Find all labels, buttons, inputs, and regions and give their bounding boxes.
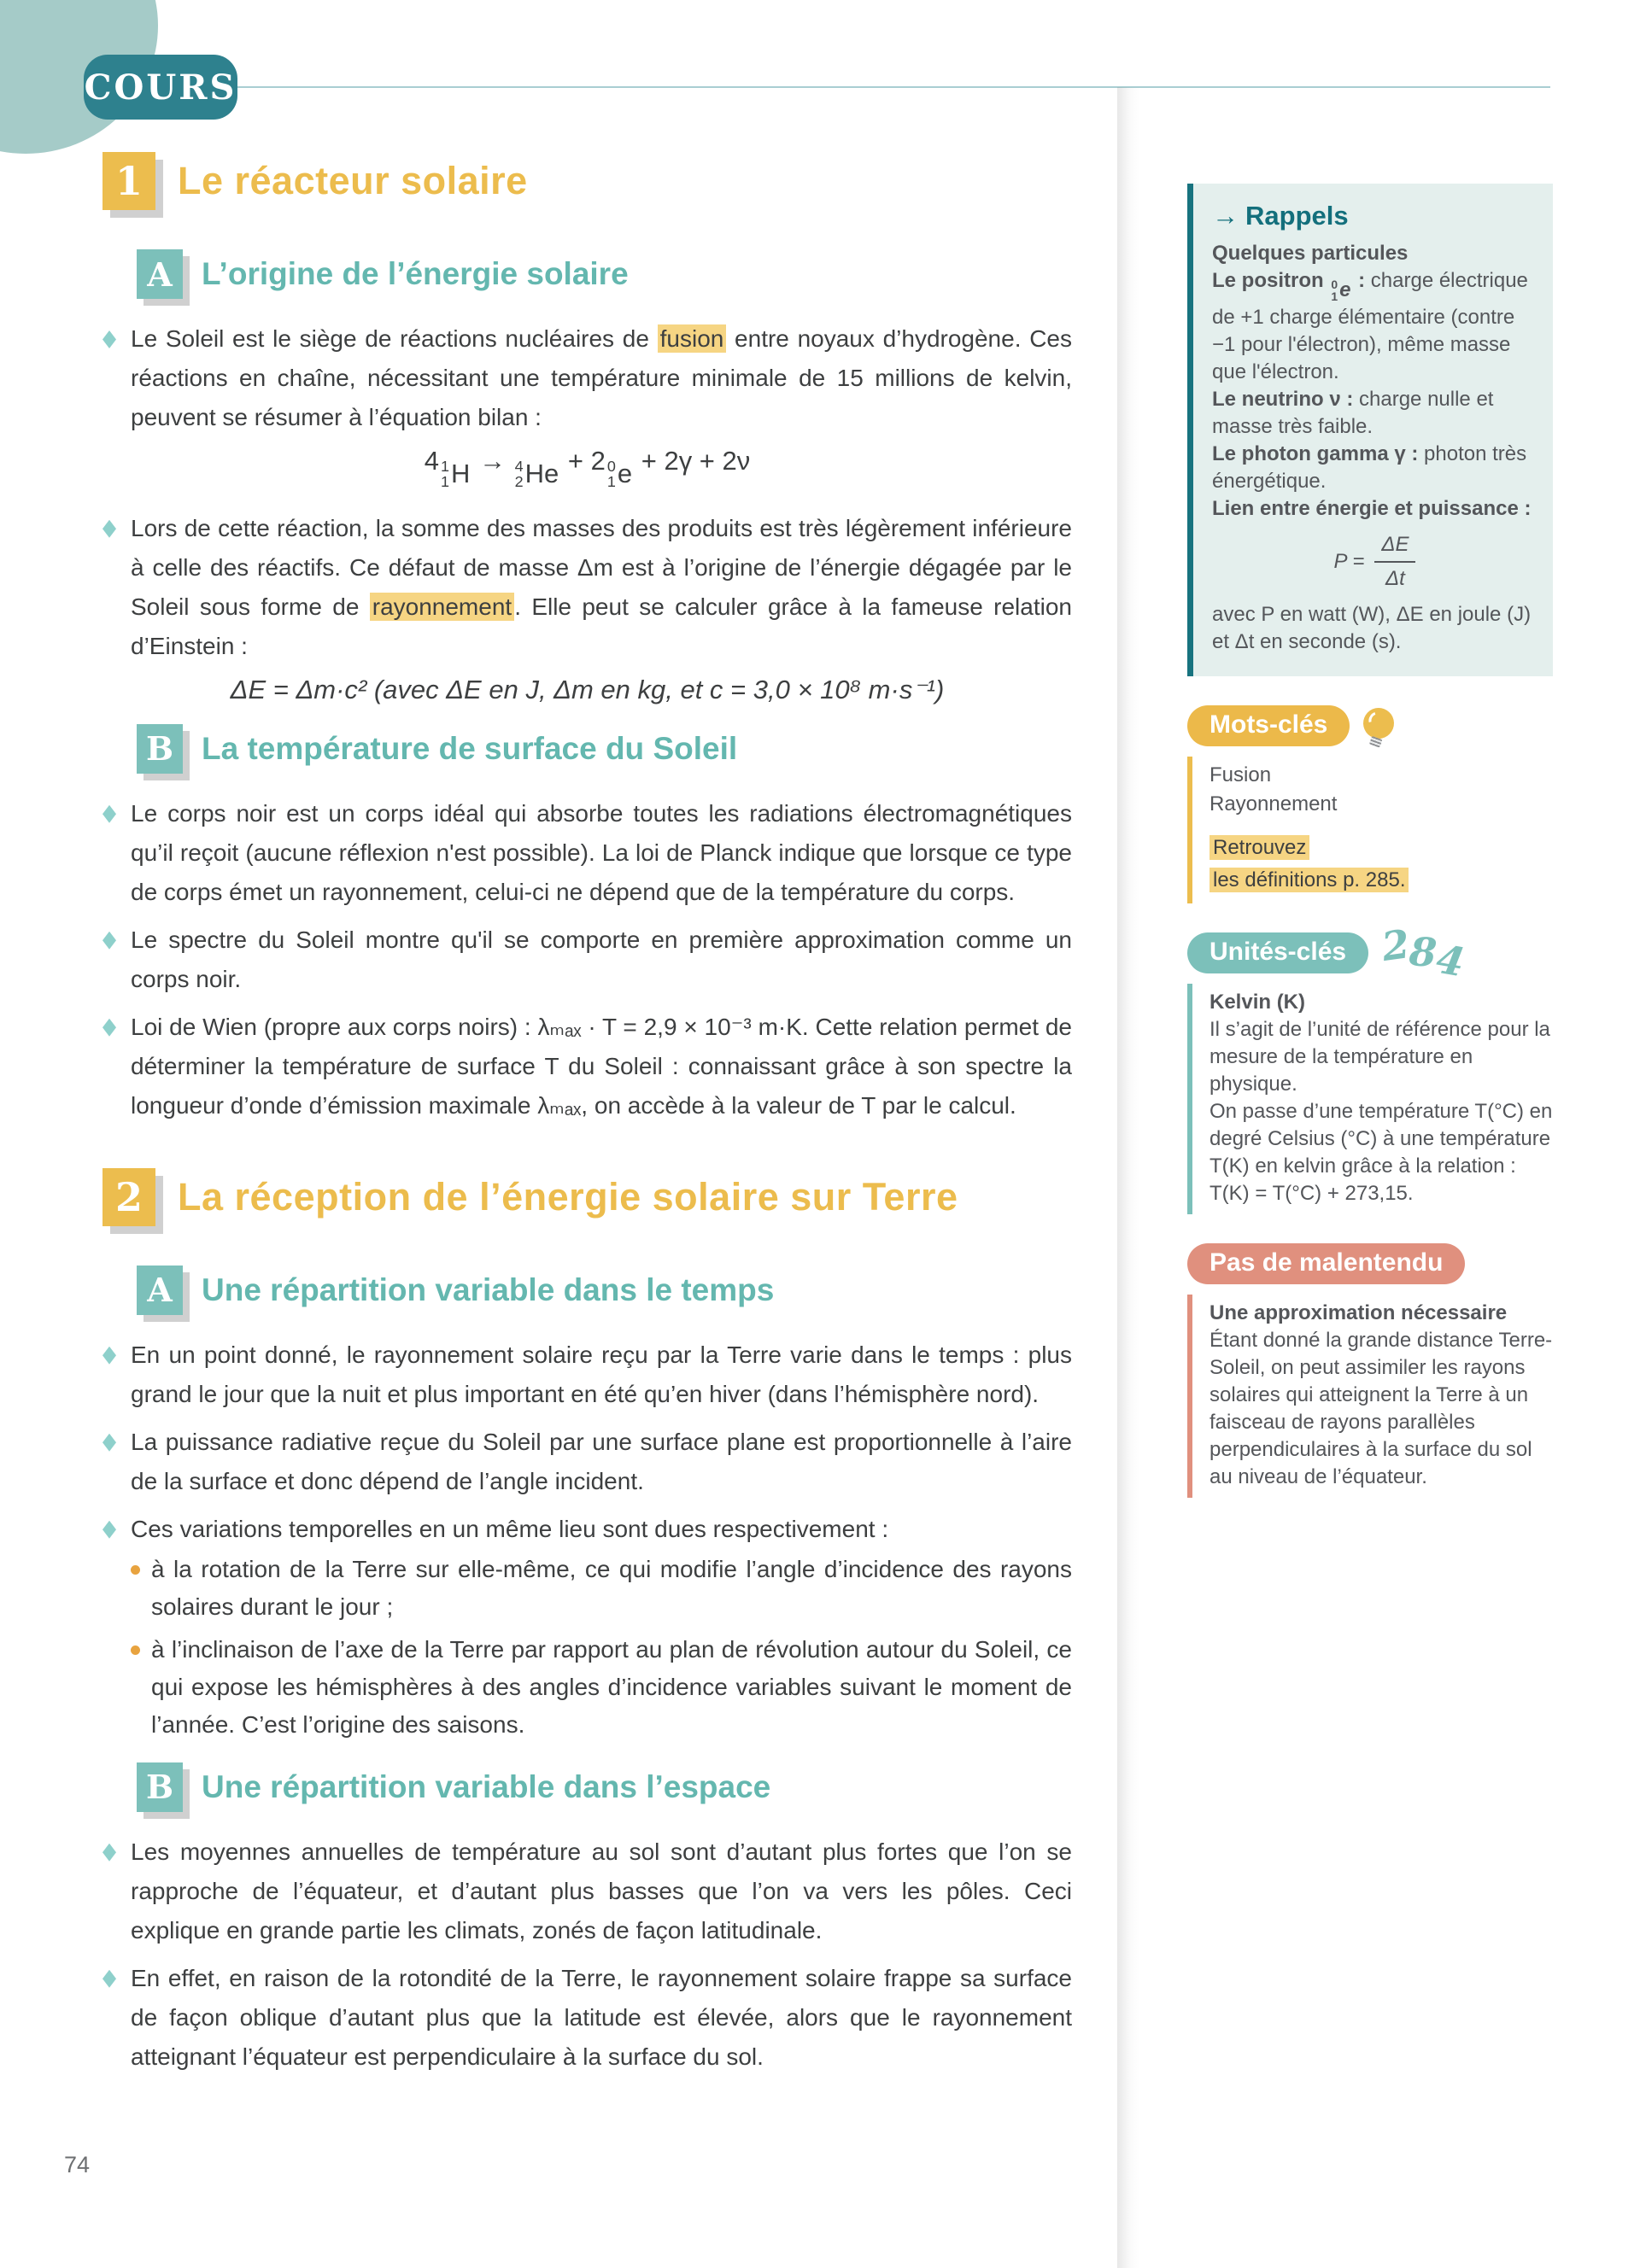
definitions-reference-line2: les définitions p. 285. <box>1210 868 1409 892</box>
bullet-diamond-icon <box>102 1970 116 1988</box>
paragraph-defaut-masse <box>102 509 1072 666</box>
neutrino-label: Le neutrino ν : <box>1212 388 1354 412</box>
bullet-diamond-icon <box>102 1844 116 1862</box>
unit-relation: T(K) = T(°C) + 273,15. <box>1210 1182 1414 1206</box>
header-rule <box>237 86 1550 88</box>
rappels-title <box>1212 202 1538 230</box>
bullet-diamond-icon <box>102 932 116 950</box>
unites-cles-header <box>1187 921 1553 986</box>
section-1a-letter: A <box>147 254 173 294</box>
section-2b-letter-box <box>137 1762 183 1812</box>
cours-badge-label: COURS <box>84 67 237 108</box>
bullet-diamond-icon <box>102 330 116 348</box>
section-2a-letter-box <box>137 1266 183 1315</box>
equation-puissance <box>1212 531 1538 593</box>
bullet-diamond-icon <box>102 1347 116 1365</box>
mass-number: 0 <box>606 458 616 475</box>
paragraph-text: En effet, en raison de la rotondité de la Terre, le rayonnement solaire frappe sa surface de façon oblique d’autant plus que la latitude est élevée, alors que le rayonnement atteignant l’équateur est perpendiculaire à la surface du sol. <box>131 1964 1072 2070</box>
section-1b-letter-box <box>137 724 183 774</box>
definitions-reference-line1: Retrouvez <box>1210 835 1309 860</box>
cours-badge <box>84 55 237 120</box>
equation-einstein: ΔE = Δm·c² (avec ΔE en J, Δm en kg, et c = 3,0 × 10⁸ m·s⁻¹) <box>230 674 945 704</box>
equation-bilan <box>102 446 1072 490</box>
section-1b-title: La température de surface du Soleil <box>202 730 738 766</box>
section-2b-title: Une répartition variable dans l’espace <box>202 1768 771 1804</box>
units-note: avec P en watt (W), ΔE en joule (J) et Δt en seconde (s). <box>1212 603 1532 654</box>
gamma-neutrino-terms: + 2γ + 2ν <box>641 446 751 476</box>
section-2a-title: Une répartition variable dans le temps <box>202 1271 775 1307</box>
arrow-right-icon: → <box>1212 201 1239 231</box>
paragraph-variations-temporelles <box>102 1510 1072 1549</box>
keyword-rayonnement: Rayonnement <box>1210 792 1338 816</box>
paragraph-text: Le corps noir est un corps idéal qui absorbe toutes les radiations électromagnétiques qu’il reçoit (aucune réflexion n'est possible). La loi de Planck indique que lorsque ce type de corps émet un rayonnement, celui-ci ne dépend que de la température du corps. <box>131 799 1072 905</box>
bullet-dot-icon <box>131 1565 140 1575</box>
equation-lhs: P = <box>1333 550 1365 574</box>
paragraph-corps-noir <box>102 794 1072 912</box>
nuclide-positron <box>1331 277 1350 304</box>
mots-cles-pill: Mots-clés <box>1187 705 1350 746</box>
reaction-arrow: → <box>478 446 506 476</box>
malentendu-pill: Pas de malentendu <box>1187 1243 1465 1284</box>
nuclide-helium <box>515 459 559 490</box>
paragraph-text: Le spectre du Soleil montre qu'il se comporte en première approximation comme un corps noir. <box>131 926 1072 992</box>
paragraph-soleil-fusion <box>102 319 1072 437</box>
paragraph-rotondite-terre <box>102 1959 1072 2077</box>
malentendu-box <box>1187 1295 1553 1498</box>
unites-cles-box <box>1187 984 1553 1214</box>
atomic-number: 1 <box>606 473 616 491</box>
mots-cles-header <box>1187 705 1553 746</box>
page-number: 74 <box>64 2152 91 2177</box>
page-gutter-shadow <box>1117 87 1139 2268</box>
mass-number: 1 <box>440 458 449 475</box>
unit-term: Kelvin (K) <box>1210 991 1306 1014</box>
section-2a-header <box>137 1266 1072 1315</box>
section-2a-letter: A <box>147 1271 173 1310</box>
mots-cles-box <box>1187 757 1553 903</box>
rappels-title-label: Rappels <box>1245 201 1349 231</box>
section-2b-header <box>137 1762 1072 1812</box>
paragraph-text: entre noyaux d’hydrogène. Ces réactions en chaîne, nécessitant une température minimale de 15 millions de kelvin, peuvent se résumer à l’équation bilan : <box>131 325 1072 430</box>
section-1a-letter-box <box>137 249 183 299</box>
paragraph-puissance-radiative <box>102 1423 1072 1501</box>
paragraph-moyennes-annuelles <box>102 1833 1072 1950</box>
section-2-header <box>102 1168 1072 1226</box>
sidebar <box>1187 184 1553 1498</box>
coefficient: 2 <box>590 446 606 476</box>
coefficient: 4 <box>424 446 439 476</box>
mass-number: 4 <box>514 458 524 475</box>
bullet-diamond-icon <box>102 1434 116 1452</box>
fraction-numerator: ΔE <box>1374 531 1415 563</box>
fraction <box>1374 531 1415 593</box>
bullet-dot-icon <box>131 1645 140 1655</box>
keyword-fusion: Fusion <box>1210 763 1272 787</box>
rappels-box <box>1187 184 1553 676</box>
element-symbol: e <box>1339 278 1351 302</box>
numbers-doodle-icon: 2 8 4 <box>1379 921 1468 986</box>
nuclide-positron <box>607 459 632 490</box>
section-1b-header <box>137 724 1072 774</box>
main-column <box>102 152 1072 2085</box>
lightbulb-icon <box>1362 705 1397 741</box>
definitions-reference <box>1210 832 1553 897</box>
unit-definition-1: Il s’agit de l’unité de référence pour la mesure de la température en physique. <box>1210 1018 1550 1096</box>
colon: : <box>1352 269 1366 292</box>
plus-sign: + <box>567 446 583 476</box>
highlight-rayonnement: rayonnement <box>370 593 514 621</box>
section-2b-letter: B <box>145 1768 174 1807</box>
paragraph-text: Le Soleil est le siège de réactions nucléaires de <box>131 325 658 352</box>
bullet-diamond-icon <box>102 1521 116 1539</box>
lien-energie-puissance-title: Lien entre énergie et puissance : <box>1212 497 1532 521</box>
unites-cles-pill: Unités-clés <box>1187 932 1368 973</box>
section-1a-header <box>137 249 1072 299</box>
photon-label: Le photon gamma γ : <box>1212 442 1419 466</box>
paragraph-loi-de-wien <box>102 1008 1072 1125</box>
paragraph-text: à l’inclinaison de l’axe de la Terre par rapport au plan de révolution autour du Soleil, ce qui expose les hémisphères à des angles d’incidence variables suivant le moment de l’année. C’est l’origine des saisons. <box>151 1635 1072 1738</box>
subbullet-inclinaison-axe <box>131 1631 1072 1744</box>
element-symbol: H <box>450 459 471 489</box>
paragraph-spectre-soleil <box>102 921 1072 999</box>
paragraph-text: à la rotation de la Terre sur elle-même, ce qui modifie l’angle d’incidence des rayons solaires durant le jour ; <box>151 1555 1072 1620</box>
paragraph-text: Ces variations temporelles en un même lieu sont dues respectivement : <box>131 1515 889 1542</box>
subbullet-rotation-terre <box>131 1551 1072 1626</box>
highlight-fusion: fusion <box>658 324 727 353</box>
section-1-title: Le réacteur solaire <box>178 159 528 202</box>
paragraph-text: Les moyennes annuelles de température au sol sont d’autant plus fortes que l’on se rapproche de l’équateur, et d’autant plus basses que l’on va vers les pôles. Ceci explique en grande partie les climats, zonés de façon latitudinale. <box>131 1838 1072 1944</box>
paragraph-text: Lors de cette réaction, la somme des masses des produits est très légèrement inférieure à celle des réactifs. Ce défaut de masse Δm est à l’origine de l’énergie dégagée par le Soleil sous forme de <box>131 514 1072 620</box>
section-1-number-box <box>102 152 155 210</box>
paragraph-text: Loi de Wien (propre aux corps noirs) : λₘₐₓ · T = 2,9 × 10⁻³ m·K. Cette relation permet de déterminer la température de surface T du Soleil : connaissant grâce à son spectre la longueur d’onde d’émission maximale λₘₐₓ, on accède à la valeur de T par le calcul. <box>131 1013 1072 1119</box>
section-1b-letter: B <box>145 729 174 769</box>
section-1a-title: L’origine de l’énergie solaire <box>202 256 629 291</box>
positron-label: Le positron <box>1212 269 1324 292</box>
element-symbol: e <box>617 459 633 489</box>
positron-definition: charge électrique de +1 charge élémentaire (contre −1 pour l'électron), même masse que l'électron. <box>1212 269 1528 384</box>
section-1-number: 1 <box>114 158 143 204</box>
paragraph-variation-temps <box>102 1336 1072 1414</box>
bullet-diamond-icon <box>102 805 116 823</box>
paragraph-text: . Elle peut se calculer grâce à la fameuse relation d’Einstein : <box>131 593 1072 659</box>
malentendu-title: Une approximation nécessaire <box>1210 1301 1508 1325</box>
paragraph-text: La puissance radiative reçue du Soleil par une surface plane est proportionnelle à l’aire de la surface et donc dépend de l’angle incident. <box>131 1428 1072 1494</box>
malentendu-header <box>1187 1243 1553 1284</box>
atomic-number: 1 <box>440 473 449 491</box>
mass-number: 0 <box>1331 278 1338 291</box>
fraction-denominator: Δt <box>1385 567 1405 591</box>
unit-definition-2: On passe d’une température T(°C) en degré Celsius (°C) à une température T(K) en kelvin grâce à la relation : <box>1210 1100 1553 1178</box>
rappels-subtitle: Quelques particules <box>1212 242 1409 265</box>
element-symbol: He <box>524 459 559 489</box>
neutrino-definition: charge nulle et masse très faible. <box>1212 388 1494 439</box>
section-2-number-box <box>102 1168 155 1226</box>
rappels-body <box>1212 240 1538 656</box>
paragraph-text: En un point donné, le rayonnement solaire reçu par la Terre varie dans le temps : plus grand le jour que la nuit et plus important en été qu’en hiver (dans l’hémisphère nord). <box>131 1341 1072 1407</box>
malentendu-body: Étant donné la grande distance Terre-Soleil, on peut assimiler les rayons solaires qui atteignent la Terre à un faisceau de rayons parallèles perpendiculaires à la surface du sol au niveau de l’équateur. <box>1210 1329 1553 1489</box>
bullet-diamond-icon <box>102 520 116 538</box>
bullet-diamond-icon <box>102 1019 116 1037</box>
atomic-number: 1 <box>1331 289 1338 304</box>
photon-definition: photon très énergétique. <box>1212 442 1527 494</box>
nuclide-hydrogen <box>441 459 470 490</box>
atomic-number: 2 <box>514 473 524 491</box>
section-2-number: 2 <box>114 1173 143 1220</box>
section-1-header <box>102 152 1072 210</box>
section-2-title: La réception de l’énergie solaire sur Terre <box>178 1174 958 1219</box>
